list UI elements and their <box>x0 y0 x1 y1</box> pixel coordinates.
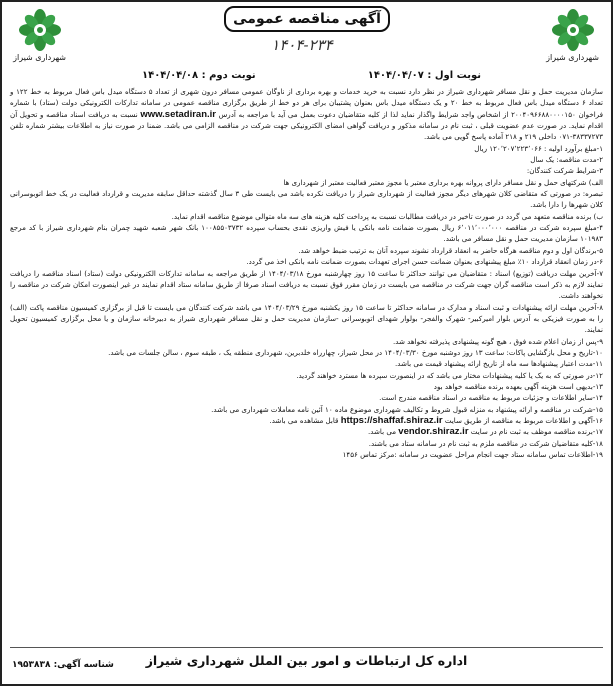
item-15: ۱۵-شرکت در مناقصه و ارائه پیشنهاد به منزله قبول شروط و تکالیف شهرداری موضوع ماده ۱۰ آئین نامه معاملات شهرداری می باشد. <box>211 404 603 414</box>
handwritten-reference-number: ۱۴۰۴-۲۳۴ <box>271 36 333 54</box>
intro-paragraph: سازمان مدیریت حمل و نقل مسافر شهرداری شیراز در نظر دارد نسبت به خرید خدمات و بهره برداری از ناوگان عمومی مسافر درون شهری از تعداد ۵ دستگاه میدل باس فعال مربوط به خط ۱۲۲ و تعداد ۶ دستگاه میدل باس فعال مربوط به خط ۲۰ و یک دستگاه میدل باس بعنوان پشتیبان برای هر دو خط از طریق برگزاری مناقصه عمومی در سامانه تدارکات الکترونیکی دولت (ستاد) با شماره فراخوان ۲۰۰۴۰۹۶۶۸۸۰۰۰۰۱۵۰ از اشخاص واجد شرایط واگذار نماید لذا از کلیه متقاضیان دعوت بعمل می آید با مراجعه به آدرس www.setadiran.ir نسبت به دریافت اسناد مناقصه و تحویل آن اقدام نماید. در صورت عدم عضویت قبلی ، ثبت نام در سامانه مذکور و دریافت گواهی امضای الکترونیکی جهت شرکت در مناقصه الزامی می باشد. ضمنا در صورت نیاز به اطلاعات بیشتر شماره تلفن ۳۸۳۳۷۲۷۳-۰۷۱ داخلی ۲۱۹ و ۲۱۸ آماده پاسخ گویی می باشد. <box>10 87 604 142</box>
item-3-note: تبصره: در صورتی که متقاضی کلان شهرهای دیگر مجوز فعالیت از شهرداری شیراز را دریافت نکرده باشد می بایست طی ۳ سال گذشته حداقل سابقه مدیریت و قرارداد فعالیت در یک خط اتوبوسرانی کلان شهرها را دارا باشد. <box>10 189 603 210</box>
item-5: ۵-برندگان اول و دوم مناقصه هرگاه حاضر به انعقاد قرارداد نشوند سپرده آنان به ترتیب ضبط خواهد شد. <box>298 245 603 255</box>
notice-title: آگهی مناقصه عمومی <box>224 6 390 32</box>
flower-logo-icon <box>551 8 595 52</box>
ad-identifier: شناسه آگهی: ۱۹۵۳۸۳۸ <box>12 660 114 670</box>
item-19: ۱۹-اطلاعات تماس سامانه ستاد جهت انجام مراحل عضویت در سامانه :مرکز تماس ۱۴۵۶ <box>342 450 603 459</box>
publication-dates <box>142 70 481 86</box>
logo-caption: شهرداری شیراز <box>546 53 599 62</box>
item-8: ۸-آخرین مهلت ارائه پیشنهادات و ثبت اسناد و مدارک در سامانه حداکثر تا ساعت ۱۵ روز یکشنبه مورخ ۱۴۰۴/۰۳/۲۹ می باشد شرکت کنندگان می بایست تا قبل از برگزاری کمیسیون مناقصه پاکت (الف) را به صورت فیزیکی به آدرس بلوار امیرکبیر- شهرک والفجر- بولوار شهدای اتوبوسرانی -سازمان مدیریت حمل و نقل مسافر شهرداری شیراز به دبیرخانه سازمان و یا محل برگزاری کمیسیون تحویل نمایند. <box>10 302 603 335</box>
item-13: ۱۳-بدیهی است هزینه آگهی بعهده برنده مناقصه خواهد بود <box>433 381 603 391</box>
issuing-organization: اداره کل ارتباطات و امور بین الملل شهرداری شیراز <box>145 653 468 668</box>
item-14: ۱۴-سایر اطلاعات و جزئیات مربوط به مناقصه در اسناد مناقصه مندرج است. <box>379 393 603 403</box>
logo-caption: شهرداری شیراز <box>13 53 66 62</box>
item-9: ۹-پس از زمان اعلام شده فوق ، هیچ گونه پیشنهادی پذیرفته نخواهد شد. <box>392 336 603 346</box>
item-3-a: الف) شرکتهای حمل و نقل مسافر دارای پروانه بهره برداری معتبر یا مجوز معتبر فعالیت معتبر از شهرداری ها <box>283 177 603 187</box>
item-6: ۶-در زمان انعقاد قرارداد ۱۰٪ مبلغ پیشنهادی بعنوان ضمانت حسن اجرای تعهدات بصورت ضمانت نامه بانکی اخذ می گردد. <box>246 257 603 267</box>
first-turn-date: نوبت اول : ۱۴۰۴/۰۴/۰۷ <box>367 70 481 81</box>
footer-divider <box>10 647 603 648</box>
shiraz-municipality-logo-left <box>14 8 66 66</box>
item-18: ۱۸-کلیه متقاضیان شرکت در مناقصه ملزم به ثبت نام در سامانه ستاد می باشند. <box>368 438 603 448</box>
item-3-b: ب) برنده مناقصه متعهد می گردد در صورت تاخیر در دریافت مطالبات نسبت به پرداخت کلیه هزینه های سه ماه متوالی موضوع مناقصه اقدام نماید. <box>171 211 603 221</box>
item-10: ۱۰-تاریخ و محل بازگشایی پاکات: ساعت ۱۳ روز دوشنبه مورخ ۱۴۰۴/۰۳/۳۰ در محل شیراز، چهارراه خلدبرین، شهرداری منطقه یک ، طبقه سوم ، سالن جلسات می باشد. <box>108 347 603 357</box>
setad-website-link[interactable]: www.setadiran.ir <box>140 108 216 120</box>
notice-body <box>10 86 603 460</box>
item-3: ۳-شرایط شرکت کنندگان: <box>526 166 603 176</box>
item-2: ۲-مدت مناقصه: یک سال <box>530 155 603 165</box>
flower-logo-icon <box>18 8 62 52</box>
item-7: ۷-آخرین مهلت دریافت (توزیع) اسناد : متقاضیان می توانند حداکثر تا ساعت ۱۵ روز چهارشنبه مورخ ۱۴۰۴/۰۳/۱۸ از طریق مراجعه به سامانه تدارکات الکترونیکی دولت (ستاد) اسناد مناقصه را دریافت نمایند لازم به ذکر است مناقصه گران جهت شرکت در مناقصه می بایست در زمان مقرر فوق نسبت به دریافت اسناد صرفا از طریق سامانه ستاد اقدام نمایند در غیر اینصورت امکان شرکت در مناقصه را نخواهند داشت. <box>10 268 603 301</box>
second-turn-date: نوبت دوم : ۱۴۰۴/۰۴/۰۸ <box>142 70 256 81</box>
item-1: ۱-مبلغ برآورد اولیه : ۱۲۰٬۲۰۷٬۲۲۳٬۰۶۶ ریال <box>474 143 603 153</box>
shaffaf-website-link[interactable]: https://shaffaf.shiraz.ir <box>340 414 443 426</box>
notice-header <box>2 2 611 70</box>
item-12: ۱۲-در صورتی که به یک یا کلیه پیشنهادات مختار می باشد که در اینصورت سپرده ها مسترد خواهند گردید. <box>296 370 603 380</box>
item-11: ۱۱-مدت اعتبار پیشنهادها سه ماه از تاریخ ارائه پیشنهاد قیمت می باشد. <box>395 359 603 369</box>
item-16: ۱۶-آگهی و اطلاعات مربوط به مناقصه از طریق سایت https://shaffaf.shiraz.ir قابل مشاهده می باشد. <box>269 414 603 426</box>
shiraz-municipality-logo-right <box>547 8 599 66</box>
vendor-website-link[interactable]: vendor.shiraz.ir <box>398 426 469 438</box>
item-4: ۴-مبلغ سپرده شرکت در مناقصه ۶٬۰۱۱٬۰۰۰٬۰۰۰ ریال بصورت ضمانت نامه بانکی یا فیش واریزی نقدی بحساب سپرده ۱۰۰۸۵۵۰۳۷۳۲ بانک شهر شعبه شهید چمران بنام شهرداری شیراز با کد مرجع ۱۰۱۹۸۳ سازمان مدیریت حمل و نقل مسافر می باشد. <box>10 223 603 244</box>
item-17: ۱۷-برنده مناقصه موظف به ثبت نام در سایت vendor.shiraz.ir می باشد. <box>368 426 603 438</box>
